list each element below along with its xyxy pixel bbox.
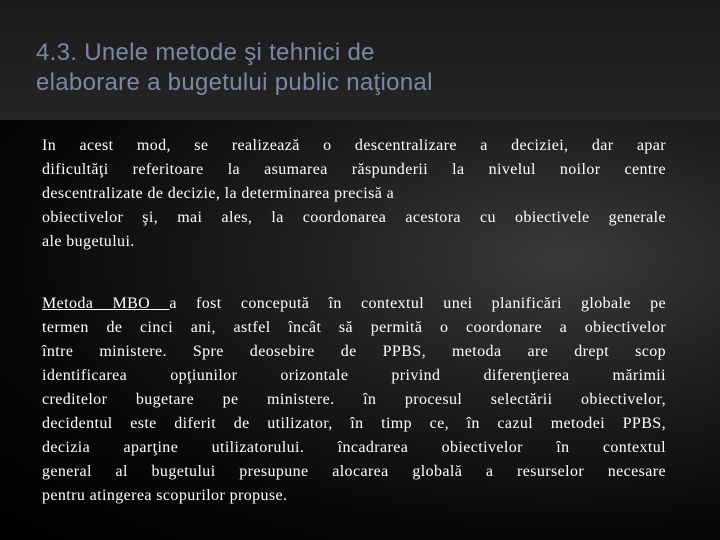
text-line: termen de cinci ani, astfel încât să permită o coordonare a obiectivelor (42, 319, 666, 336)
text-line: general al bugetului presupune alocarea globală a resurselor necesare (42, 463, 666, 480)
text-line: ale bugetului. (42, 233, 135, 250)
paragraph-1 (42, 134, 666, 254)
text-line: descentralizate de decizie, la determinarea precisă a (42, 185, 395, 202)
text-line: creditelor bugetare pe ministere. în procesul selectării obiectivelor, (42, 391, 666, 408)
text-line: obiectivelor şi, mai ales, la coordonarea acestora cu obiectivele generale (42, 209, 666, 226)
text-line (42, 292, 666, 316)
underlined-method-name: Metoda MBO (42, 295, 170, 312)
title-line-2: elaborare a bugetului public naţional (36, 69, 433, 96)
text-line: pentru atingerea scopurilor propuse. (42, 487, 288, 504)
text-line: In acest mod, se realizează o descentralizare a deciziei, dar apar (42, 137, 666, 154)
text-line: decizia aparţine utilizatorului. încadrarea obiectivelor în contextul (42, 439, 666, 456)
title-line-1: 4.3. Unele metode şi tehnici de (36, 39, 375, 66)
paragraph-2 (42, 292, 666, 508)
text-span: a fost concepută în contextul unei planificări globale pe (169, 295, 666, 312)
slide-title (36, 38, 696, 98)
text-line: dificultăţi referitoare la asumarea răspunderii la nivelul noilor centre (42, 161, 666, 178)
text-line: între ministere. Spre deosebire de PPBS, metoda are drept scop (42, 343, 666, 360)
text-line: identificarea opţiunilor orizontale privind diferenţierea mărimii (42, 367, 666, 384)
text-line: decidentul este diferit de utilizator, în timp ce, în cazul metodei PPBS, (42, 415, 666, 432)
